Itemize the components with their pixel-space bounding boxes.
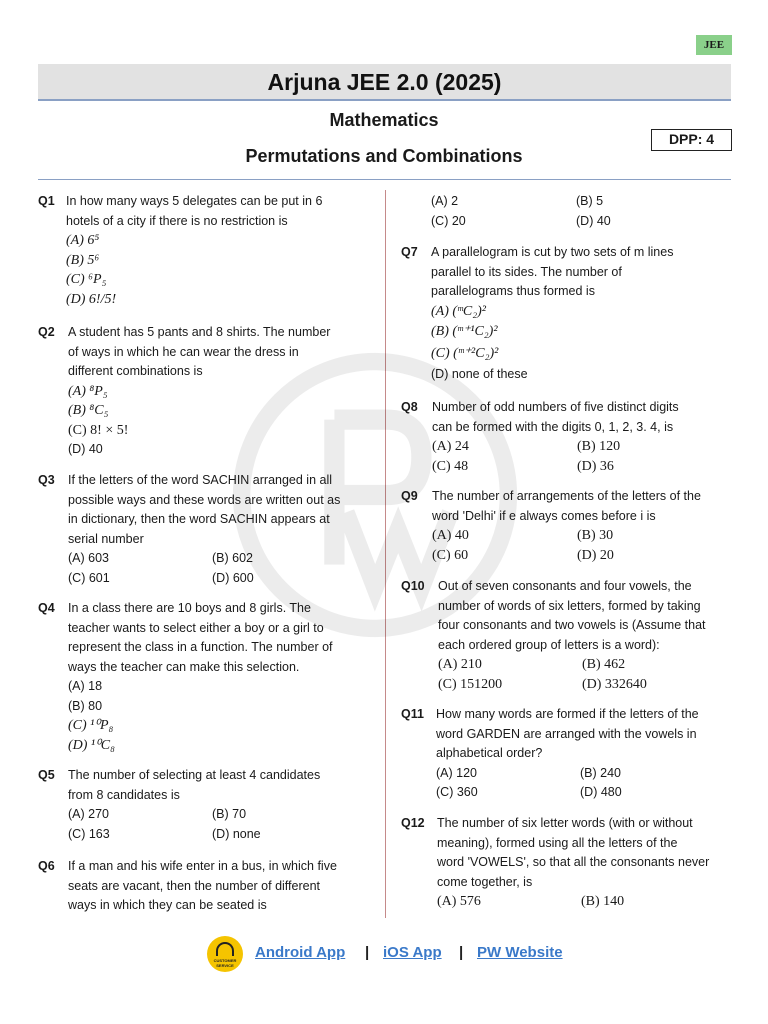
pw-website-link[interactable]: PW Website [477, 944, 563, 961]
question-text: In how many ways 5 delegates can be put in 6 [66, 194, 323, 208]
question-text: The number of arrangements of the letters of the [432, 489, 701, 503]
option-a: (A) 6⁵ [66, 233, 100, 248]
option-b: (B) 80 [68, 698, 103, 713]
question-6-options [431, 192, 731, 231]
question-text: four consonants and two vowels is (Assume that [438, 618, 706, 632]
question-text: possible ways and these words are written out as [68, 492, 341, 507]
option-d: (D) 20 [577, 547, 614, 563]
question-text: word GARDEN are arranged with the vowels in [436, 726, 697, 741]
footer [0, 936, 768, 972]
option-a: (A) 2 [431, 194, 459, 208]
question-text: from 8 candidates is [68, 787, 180, 802]
question-text: number of words of six letters, formed by taking [438, 598, 701, 613]
question-text: The number of selecting at least 4 candidates [68, 768, 321, 782]
question-text: Number of odd numbers of five distinct digits [432, 400, 679, 414]
customer-service-icon[interactable] [207, 936, 243, 972]
option-d: (D) 600 [212, 570, 254, 585]
option-b: (B) 120 [577, 439, 621, 454]
footer-separator: | [365, 944, 370, 961]
dpp-label: DPP: 4 [651, 129, 732, 151]
option-b: (B) 70 [212, 807, 247, 821]
option-d: (D) 6!/5! [66, 291, 117, 307]
question-text: teacher wants to select either a boy or a girl to [68, 620, 324, 635]
option-c: (C) 20 [431, 213, 466, 228]
question-text: ways the teacher can make this selection. [68, 659, 300, 674]
option-a: (A) 40 [432, 528, 469, 543]
question-text: A student has 5 pants and 8 shirts. The number [68, 325, 331, 339]
question-text: word 'Delhi' if e always comes before i is [432, 508, 656, 523]
option-d: (D) ¹⁰C₈ [68, 737, 115, 753]
option-a: (A) 270 [68, 807, 109, 821]
option-d: (D) 332640 [582, 676, 647, 692]
option-d: (D) none of these [431, 367, 528, 381]
option-b: (B) 140 [581, 894, 625, 909]
question-text: alphabetical order? [436, 746, 543, 760]
option-c: (C) 8! × 5! [68, 422, 129, 438]
headset-icon [216, 942, 234, 956]
question-number: Q1 [38, 194, 55, 208]
option-c: (C) 601 [68, 570, 110, 585]
option-d: (D) 480 [580, 785, 622, 799]
customer-service-label: CUSTOMER SERVICE [213, 958, 237, 968]
question-number: Q6 [38, 859, 55, 873]
question-text: in dictionary, then the word SACHIN appears at [68, 512, 330, 526]
question-text: serial number [68, 531, 144, 546]
question-text: seats are vacant, then the number of different [68, 878, 321, 893]
question-text: parallel to its sides. The number of [431, 264, 622, 279]
question-text: How many words are formed if the letters of the [436, 707, 699, 721]
question-text: each ordered group of letters is a word): [438, 637, 660, 652]
option-d: (D) 40 [576, 213, 611, 228]
question-text: The number of six letter words (with or without [437, 816, 693, 830]
question-text: word 'VOWELS', so that all the consonants never [437, 855, 710, 869]
option-c: (C) 360 [436, 785, 478, 799]
question-text: represent the class in a function. The number of [68, 640, 333, 654]
question-number: Q8 [401, 400, 418, 414]
question-text: If the letters of the word SACHIN arranged in all [68, 473, 333, 487]
option-c: (C) 60 [432, 547, 469, 563]
option-c: (C) 163 [68, 826, 110, 841]
header-divider [38, 179, 731, 180]
question-number: Q12 [401, 816, 425, 830]
option-a: (A) ⁸P₅ [68, 383, 108, 399]
question-text: Out of seven consonants and four vowels, the [438, 579, 692, 593]
option-a: (A) 576 [437, 894, 481, 909]
question-text: of ways in which he can wear the dress in [68, 344, 299, 359]
option-d: (D) 36 [577, 458, 614, 474]
question-text: come together, is [437, 874, 533, 889]
option-b: (B) (ᵐ⁺¹C₂)² [431, 324, 498, 339]
option-b: (B) ⁸C₅ [68, 403, 109, 418]
subject-heading: Mathematics [329, 110, 439, 130]
option-b: (B) 30 [577, 528, 614, 543]
page-title: Arjuna JEE 2.0 (2025) [38, 64, 731, 101]
option-a: (A) 603 [68, 551, 109, 565]
question-text: A parallelogram is cut by two sets of m lines [431, 245, 674, 259]
option-b: (B) 462 [582, 657, 626, 672]
question-text: parallelograms thus formed is [431, 284, 595, 298]
footer-separator: | [459, 944, 464, 961]
question-text: If a man and his wife enter in a bus, in which five [68, 859, 337, 873]
option-a: (A) 210 [438, 657, 482, 672]
topic-heading: Permutations and Combinations [245, 146, 523, 166]
question-number: Q5 [38, 768, 55, 782]
option-a: (A) 24 [432, 439, 469, 454]
option-a: (A) 18 [68, 679, 103, 693]
option-b: (B) 602 [212, 551, 253, 565]
question-number: Q4 [38, 601, 55, 615]
option-b: (B) 5 [576, 194, 604, 208]
option-c: (C) 48 [432, 458, 469, 474]
question-number: Q2 [38, 325, 55, 339]
question-number: Q7 [401, 245, 418, 259]
option-a: (A) (ᵐC₂)² [431, 303, 486, 319]
ios-app-link[interactable]: iOS App [383, 944, 442, 961]
question-text: ways in which they can be seated is [68, 898, 267, 912]
question-number: Q10 [401, 579, 425, 593]
option-c: (C) (ᵐ⁺²C₂)² [431, 346, 499, 361]
question-text: hotels of a city if there is no restriction is [66, 213, 288, 228]
option-a: (A) 120 [436, 765, 477, 780]
question-text: meaning), formed using all the letters of the [437, 835, 678, 850]
option-c: (C) ¹⁰P₈ [68, 718, 114, 733]
option-b: (B) 5⁶ [66, 252, 100, 268]
option-d: (D) 40 [68, 442, 103, 456]
option-b: (B) 240 [580, 765, 621, 780]
question-number: Q9 [401, 489, 418, 503]
question-number: Q11 [401, 707, 424, 721]
option-c: (C) ⁶P₅ [66, 272, 107, 287]
option-d: (D) none [212, 826, 261, 841]
option-c: (C) 151200 [438, 676, 503, 692]
jee-badge: JEE [696, 35, 732, 55]
question-text: In a class there are 10 boys and 8 girls. The [68, 601, 311, 615]
android-app-link[interactable]: Android App [255, 944, 346, 961]
question-number: Q3 [38, 473, 55, 487]
question-text: different combinations is [68, 364, 203, 378]
question-text: can be formed with the digits 0, 1, 2, 3. 4, is [432, 419, 674, 434]
